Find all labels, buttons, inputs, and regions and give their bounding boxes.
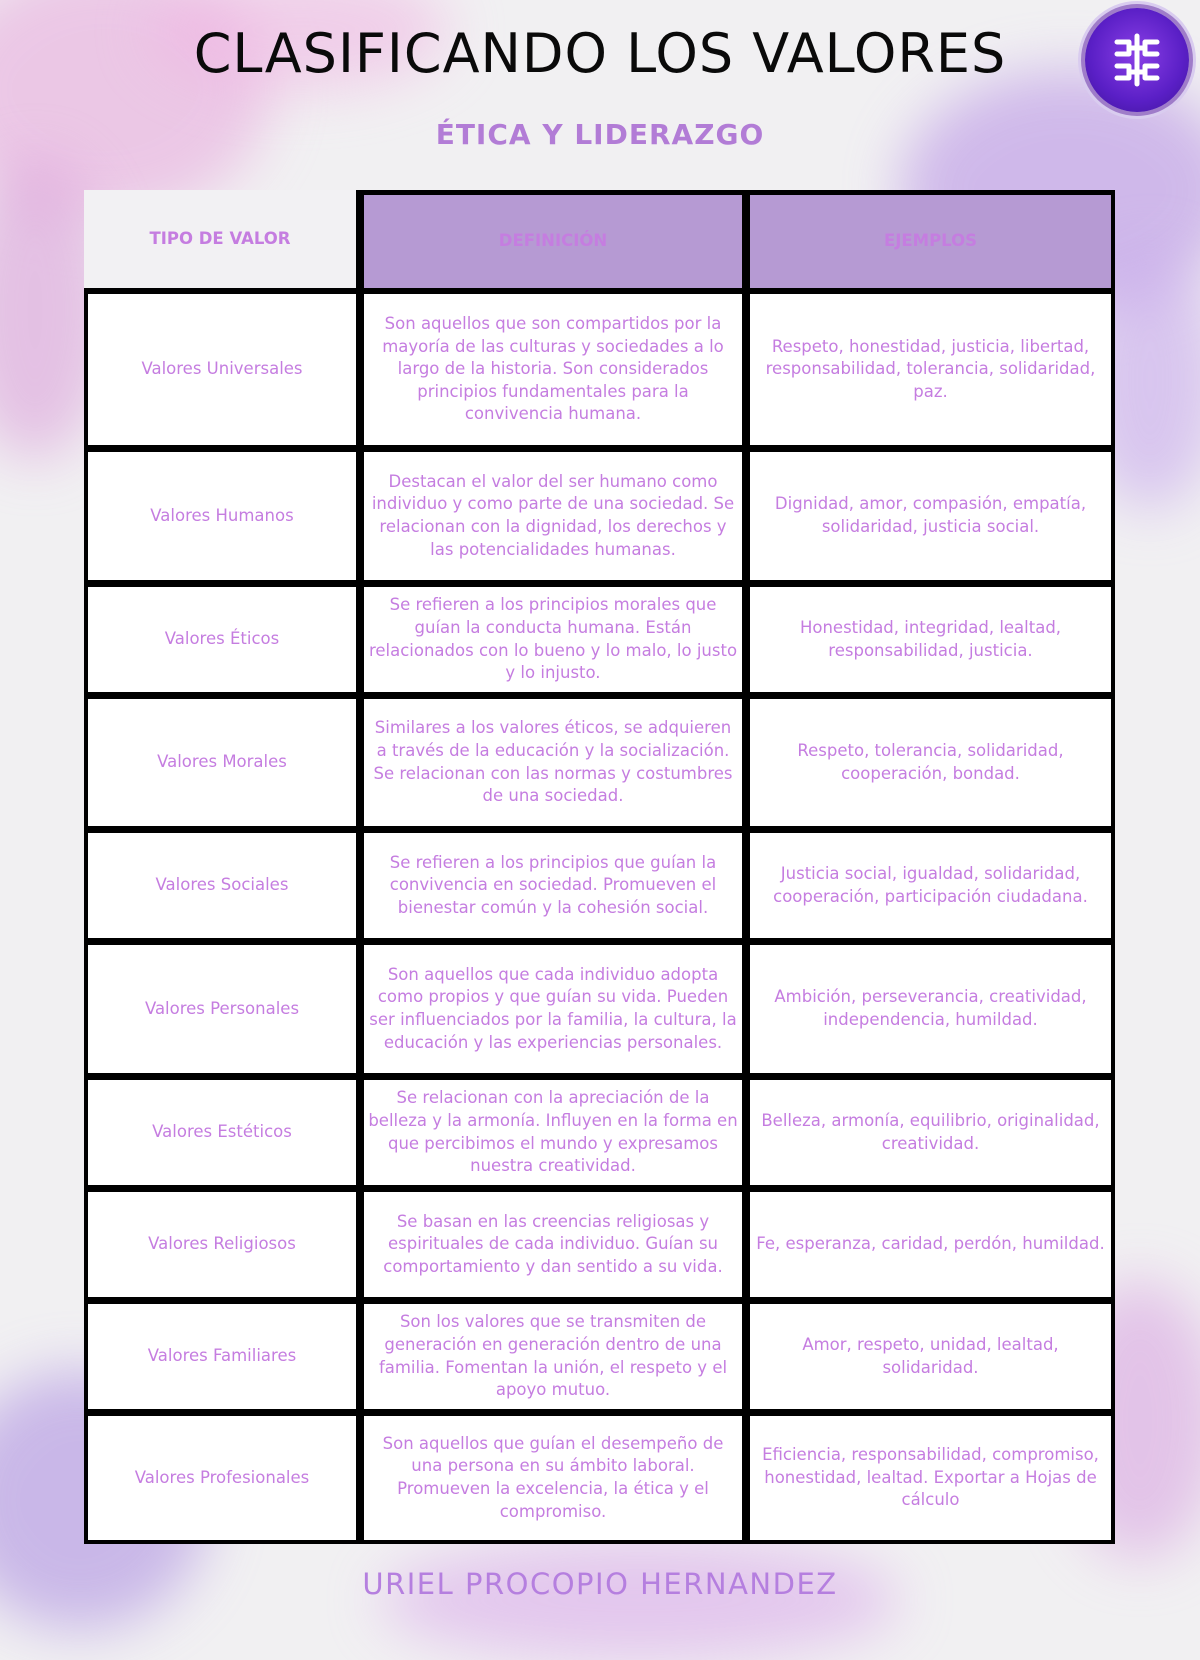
cell-definicion: Son aquellos que cada individuo adopta como propios y que guían su vida. Pueden ser influenciados por la familia, la cultura, la educación y las experiencias personales. xyxy=(364,945,750,1080)
cell-tipo: Valores Estéticos xyxy=(84,1080,364,1192)
column-header-tipo: TIPO DE VALOR xyxy=(84,190,364,294)
cell-definicion: Se refieren a los principios morales que guían la conducta humana. Están relacionados con lo bueno y lo malo, lo justo y lo injusto. xyxy=(364,587,750,699)
table-row xyxy=(84,945,1115,1080)
cell-definicion: Son aquellos que son compartidos por la mayoría de las culturas y sociedades a lo largo de la historia. Son considerados principios fundamentales para la convivencia humana. xyxy=(364,294,750,452)
table-row xyxy=(84,1416,1115,1544)
column-header-definicion: DEFINICIÓN xyxy=(364,190,750,294)
cell-tipo: Valores Religiosos xyxy=(84,1192,364,1304)
cell-ejemplos: Ambición, perseverancia, creatividad, independencia, humildad. xyxy=(750,945,1115,1080)
cell-ejemplos: Respeto, honestidad, justicia, libertad, responsabilidad, tolerancia, solidaridad, paz. xyxy=(750,294,1115,452)
cell-ejemplos: Fe, esperanza, caridad, perdón, humildad. xyxy=(750,1192,1115,1304)
table-row xyxy=(84,1192,1115,1304)
cell-definicion: Se refieren a los principios que guían la convivencia en sociedad. Promueven el bienestar común y la cohesión social. xyxy=(364,833,750,945)
hands-knot-logo-icon xyxy=(1085,8,1189,112)
cell-tipo: Valores Humanos xyxy=(84,452,364,587)
cell-ejemplos: Amor, respeto, unidad, lealtad, solidaridad. xyxy=(750,1304,1115,1416)
page-subtitle: ÉTICA Y LIDERAZGO xyxy=(435,118,765,151)
cell-ejemplos: Dignidad, amor, compasión, empatía, solidaridad, justicia social. xyxy=(750,452,1115,587)
cell-ejemplos: Honestidad, integridad, lealtad, responsabilidad, justicia. xyxy=(750,587,1115,699)
cell-tipo: Valores Sociales xyxy=(84,833,364,945)
cell-definicion: Se relacionan con la apreciación de la belleza y la armonía. Influyen en la forma en que percibimos el mundo y expresamos nuestra creatividad. xyxy=(364,1080,750,1192)
cell-ejemplos: Belleza, armonía, equilibrio, originalidad, creatividad. xyxy=(750,1080,1115,1192)
page-title: CLASIFICANDO LOS VALORES xyxy=(193,22,1007,85)
cell-tipo: Valores Personales xyxy=(84,945,364,1080)
cell-definicion: Similares a los valores éticos, se adquieren a través de la educación y la socialización. Se relacionan con las normas y costumbres de una sociedad. xyxy=(364,699,750,833)
cell-tipo: Valores Universales xyxy=(84,294,364,452)
cell-definicion: Son los valores que se transmiten de generación en generación dentro de una familia. Fomentan la unión, el respeto y el apoyo mutuo. xyxy=(364,1304,750,1416)
table-row xyxy=(84,699,1115,833)
cell-tipo: Valores Profesionales xyxy=(84,1416,364,1544)
table-row xyxy=(84,1304,1115,1416)
table-row xyxy=(84,294,1115,452)
cell-tipo: Valores Éticos xyxy=(84,587,364,699)
table-row xyxy=(84,1080,1115,1192)
cell-definicion: Se basan en las creencias religiosas y espirituales de cada individuo. Guían su comportamiento y dan sentido a su vida. xyxy=(364,1192,750,1304)
cell-tipo: Valores Familiares xyxy=(84,1304,364,1416)
cell-ejemplos: Eficiencia, responsabilidad, compromiso, honestidad, lealtad. Exportar a Hojas de cálculo xyxy=(750,1416,1115,1544)
table-header-row xyxy=(84,190,1115,294)
cell-definicion: Destacan el valor del ser humano como individuo y como parte de una sociedad. Se relacionan con la dignidad, los derechos y las potencialidades humanas. xyxy=(364,452,750,587)
author-name: URIEL PROCOPIO HERNANDEZ xyxy=(362,1567,838,1601)
column-header-ejemplos: EJEMPLOS xyxy=(750,190,1115,294)
cell-definicion: Son aquellos que guían el desempeño de una persona en su ámbito laboral. Promueven la excelencia, la ética y el compromiso. xyxy=(364,1416,750,1544)
table-row xyxy=(84,587,1115,699)
cell-tipo: Valores Morales xyxy=(84,699,364,833)
cell-ejemplos: Justicia social, igualdad, solidaridad, cooperación, participación ciudadana. xyxy=(750,833,1115,945)
values-table xyxy=(84,190,1115,1544)
cell-ejemplos: Respeto, tolerancia, solidaridad, cooperación, bondad. xyxy=(750,699,1115,833)
table-row xyxy=(84,833,1115,945)
table-row xyxy=(84,452,1115,587)
